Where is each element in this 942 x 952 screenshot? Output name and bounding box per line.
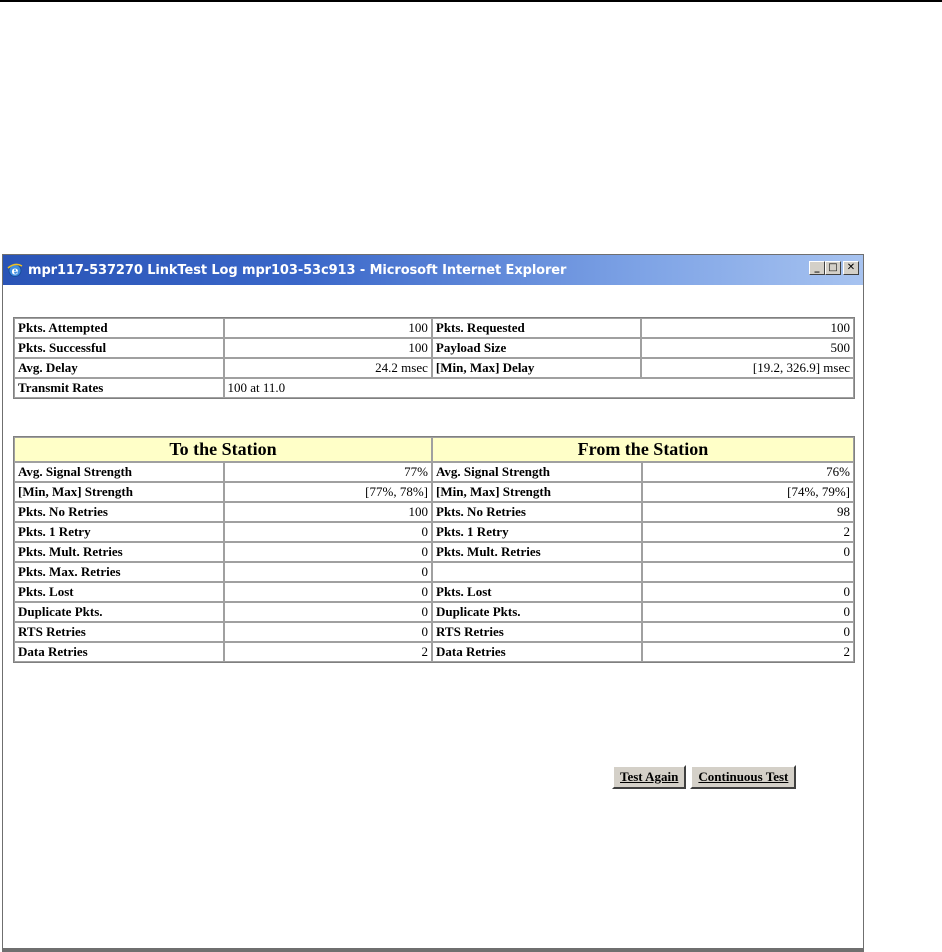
to-station-label: Pkts. No Retries <box>14 502 224 522</box>
summary-label: Pkts. Attempted <box>14 318 224 338</box>
minimize-button[interactable]: _ <box>809 261 825 275</box>
stats-row <box>14 542 854 562</box>
from-station-header: From the Station <box>432 437 854 462</box>
from-station-label <box>432 562 642 582</box>
test-again-button[interactable]: Test Again <box>612 765 686 789</box>
to-station-label: Pkts. Mult. Retries <box>14 542 224 562</box>
to-station-value: 100 <box>224 502 432 522</box>
from-station-label: Pkts. 1 Retry <box>432 522 642 542</box>
from-station-value: 98 <box>642 502 854 522</box>
summary-row <box>14 358 854 378</box>
from-station-label: RTS Retries <box>432 622 642 642</box>
from-station-label: Pkts. Lost <box>432 582 642 602</box>
stats-row <box>14 582 854 602</box>
summary-value: 100 <box>224 318 432 338</box>
top-rule <box>0 0 942 2</box>
to-station-value: 0 <box>224 542 432 562</box>
title-bar[interactable] <box>3 255 863 285</box>
to-station-value: 77% <box>224 462 432 482</box>
to-station-value: 0 <box>224 562 432 582</box>
to-station-label: Pkts. Lost <box>14 582 224 602</box>
to-station-value: 0 <box>224 602 432 622</box>
summary-table <box>13 317 855 399</box>
from-station-value: 2 <box>642 522 854 542</box>
stats-row <box>14 522 854 542</box>
internet-explorer-icon <box>7 262 23 278</box>
summary-row <box>14 318 854 338</box>
to-station-label: Data Retries <box>14 642 224 662</box>
from-station-value: 0 <box>642 542 854 562</box>
transmit-rates-value: 100 at 11.0 <box>224 378 854 398</box>
summary-label: Pkts. Requested <box>432 318 642 338</box>
summary-label: Avg. Delay <box>14 358 224 378</box>
from-station-label: [Min, Max] Strength <box>432 482 642 502</box>
from-station-value <box>642 562 854 582</box>
page-content <box>3 285 863 951</box>
from-station-value: 0 <box>642 582 854 602</box>
summary-label: Pkts. Successful <box>14 338 224 358</box>
from-station-value: [74%, 79%] <box>642 482 854 502</box>
to-station-value: 0 <box>224 522 432 542</box>
transmit-rates-row <box>14 378 854 398</box>
from-station-label: Duplicate Pkts. <box>432 602 642 622</box>
stats-row <box>14 462 854 482</box>
to-station-label: RTS Retries <box>14 622 224 642</box>
maximize-button[interactable]: □ <box>825 261 841 275</box>
window-bottom-edge <box>3 948 863 951</box>
summary-value: 24.2 msec <box>224 358 432 378</box>
summary-value: 500 <box>641 338 854 358</box>
close-button[interactable]: ✕ <box>843 261 859 275</box>
from-station-value: 0 <box>642 602 854 622</box>
window-controls <box>809 261 859 275</box>
stats-row <box>14 622 854 642</box>
browser-window <box>2 254 864 952</box>
summary-value: 100 <box>224 338 432 358</box>
continuous-test-button[interactable]: Continuous Test <box>690 765 796 789</box>
from-station-label: Data Retries <box>432 642 642 662</box>
summary-value: 100 <box>641 318 854 338</box>
from-station-value: 0 <box>642 622 854 642</box>
from-station-value: 76% <box>642 462 854 482</box>
stats-row <box>14 602 854 622</box>
to-station-label: [Min, Max] Strength <box>14 482 224 502</box>
stats-row <box>14 502 854 522</box>
action-buttons <box>612 765 796 789</box>
stats-row <box>14 562 854 582</box>
from-station-value: 2 <box>642 642 854 662</box>
summary-label: Payload Size <box>432 338 642 358</box>
stats-row <box>14 482 854 502</box>
to-station-value: 2 <box>224 642 432 662</box>
window-title: mpr117-537270 LinkTest Log mpr103-53c913 - Microsoft Internet Explorer <box>28 262 567 278</box>
from-station-label: Pkts. No Retries <box>432 502 642 522</box>
to-station-label: Avg. Signal Strength <box>14 462 224 482</box>
to-station-header: To the Station <box>14 437 432 462</box>
from-station-label: Avg. Signal Strength <box>432 462 642 482</box>
svg-text:e: e <box>11 264 19 278</box>
to-station-value: 0 <box>224 582 432 602</box>
summary-value: [19.2, 326.9] msec <box>641 358 854 378</box>
station-stats-table <box>13 436 855 663</box>
to-station-label: Pkts. Max. Retries <box>14 562 224 582</box>
summary-label: [Min, Max] Delay <box>432 358 642 378</box>
summary-row <box>14 338 854 358</box>
from-station-label: Pkts. Mult. Retries <box>432 542 642 562</box>
to-station-value: 0 <box>224 622 432 642</box>
to-station-value: [77%, 78%] <box>224 482 432 502</box>
transmit-rates-label: Transmit Rates <box>14 378 224 398</box>
stats-row <box>14 642 854 662</box>
to-station-label: Duplicate Pkts. <box>14 602 224 622</box>
to-station-label: Pkts. 1 Retry <box>14 522 224 542</box>
